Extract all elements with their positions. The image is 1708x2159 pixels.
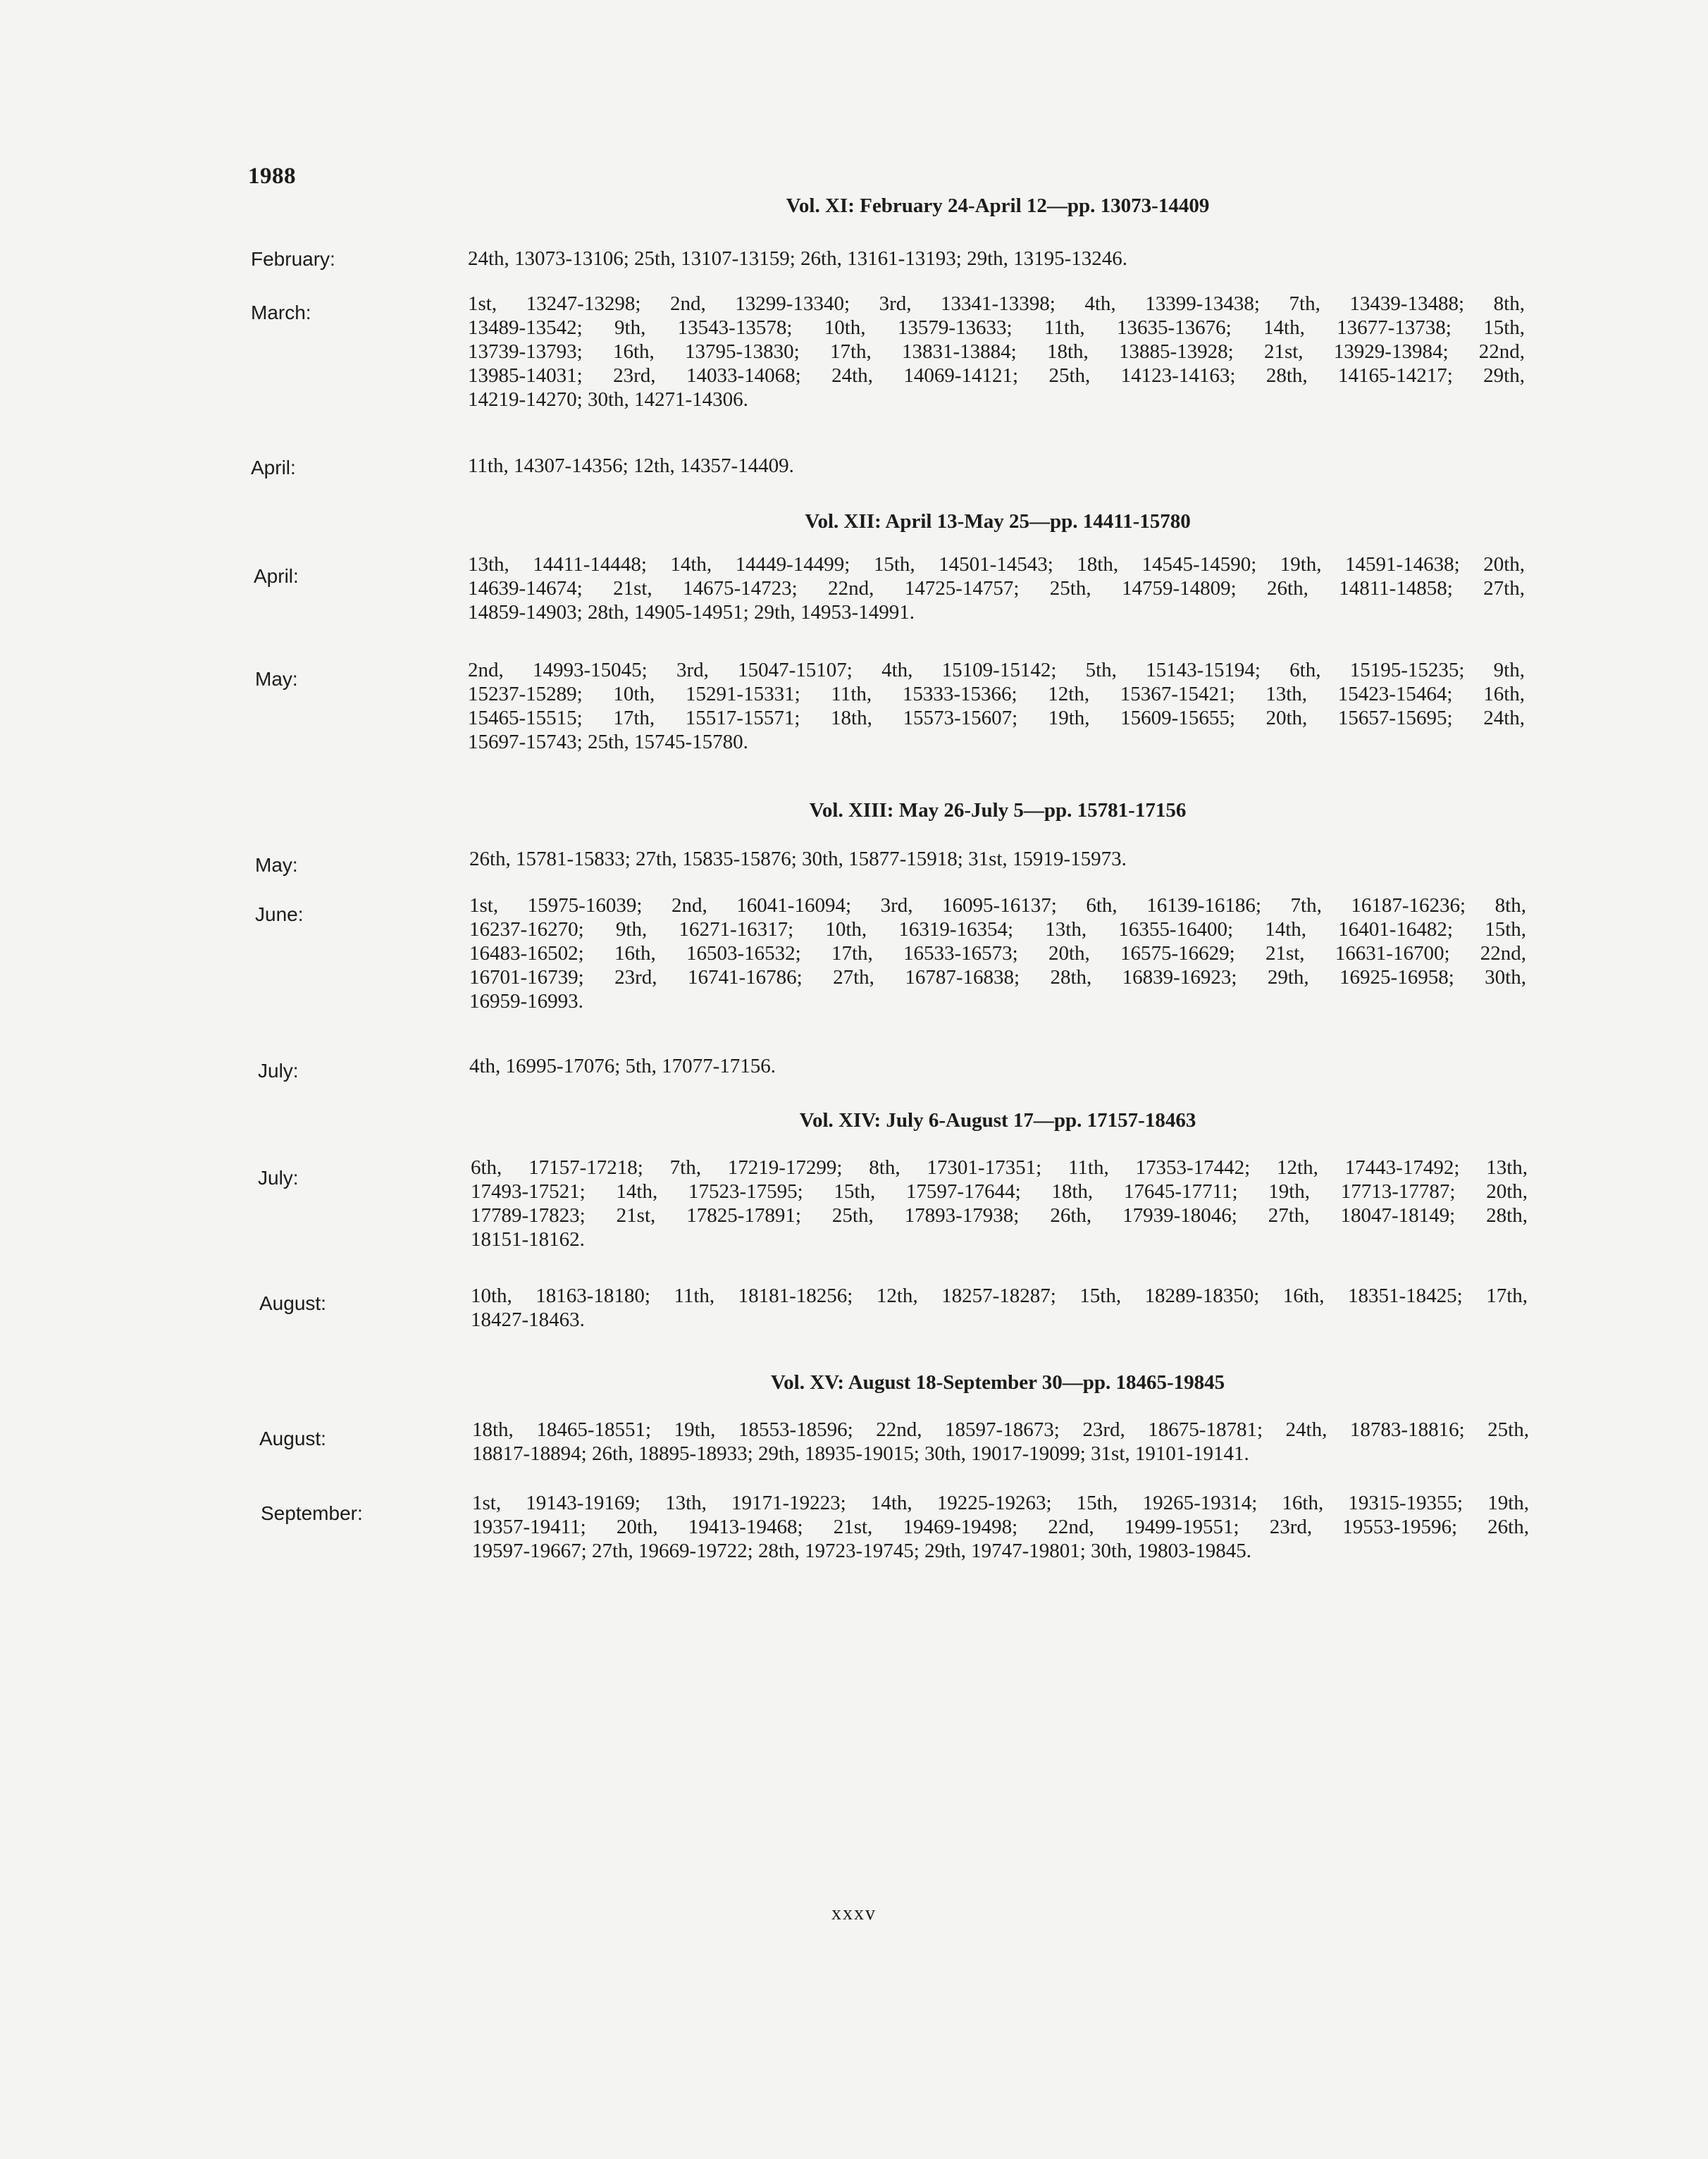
entry-line: 1st, 13247-13298; 2nd, 13299-13340; 3rd, 13341-13398; 4th, 13399-13438; 7th, 13439-13488; 8th,	[468, 292, 1525, 315]
entry-line: 4th, 16995-17076; 5th, 17077-17156.	[469, 1055, 776, 1077]
volume-heading-xiii: Vol. XIII: May 26-July 5—pp. 15781-17156	[809, 799, 1187, 822]
entry-line: 15465-15515; 17th, 15517-15571; 18th, 15573-15607; 19th, 15609-15655; 20th, 15657-15695; 24th,	[468, 707, 1525, 729]
entry-line: 14639-14674; 21st, 14675-14723; 22nd, 14725-14757; 25th, 14759-14809; 26th, 14811-14858; 27th,	[468, 577, 1525, 600]
volume-heading-xi: Vol. XI: February 24-April 12—pp. 13073-14409	[786, 194, 1210, 217]
month-entries-july	[471, 1156, 1528, 1251]
entry-line: 13739-13793; 16th, 13795-13830; 17th, 13831-13884; 18th, 13885-13928; 21st, 13929-13984; 22nd,	[468, 340, 1525, 363]
entry-line: 10th, 18163-18180; 11th, 18181-18256; 12th, 18257-18287; 15th, 18289-18350; 16th, 18351-18425; 17th,	[471, 1285, 1528, 1307]
volume-heading-xv: Vol. XV: August 18-September 30—pp. 18465-19845	[770, 1371, 1225, 1394]
month-entries-february	[468, 247, 1525, 271]
year-heading: 1988	[248, 163, 296, 189]
entry-line: 1st, 19143-19169; 13th, 19171-19223; 14th, 19225-19263; 15th, 19265-19314; 16th, 19315-19355; 19th,	[472, 1492, 1529, 1514]
entry-line: 17493-17521; 14th, 17523-17595; 15th, 17597-17644; 18th, 17645-17711; 19th, 17713-17787; 20th,	[471, 1180, 1528, 1203]
page-number: xxxv	[831, 1903, 877, 1924]
entry-line: 14219-14270; 30th, 14271-14306.	[468, 388, 748, 411]
month-entries-august	[472, 1418, 1529, 1466]
month-entries-september	[472, 1491, 1529, 1563]
month-label-june: June:	[255, 903, 304, 925]
entry-line: 17789-17823; 21st, 17825-17891; 25th, 17893-17938; 26th, 17939-18046; 27th, 18047-18149; 28th,	[471, 1204, 1528, 1227]
month-entries-may	[469, 847, 1526, 871]
entry-line: 13th, 14411-14448; 14th, 14449-14499; 15th, 14501-14543; 18th, 14545-14590; 19th, 14591-14638; 20th,	[468, 553, 1525, 576]
month-entries-may	[468, 658, 1525, 754]
month-label-february: February:	[251, 248, 335, 270]
entry-line: 18th, 18465-18551; 19th, 18553-18596; 22nd, 18597-18673; 23rd, 18675-18781; 24th, 18783-18816; 25th,	[472, 1418, 1529, 1441]
entry-line: 19357-19411; 20th, 19413-19468; 21st, 19469-19498; 22nd, 19499-19551; 23rd, 19553-19596; 26th,	[472, 1516, 1529, 1538]
entry-line: 13985-14031; 23rd, 14033-14068; 24th, 14069-14121; 25th, 14123-14163; 28th, 14165-14217; 29th,	[468, 364, 1525, 387]
entry-line: 26th, 15781-15833; 27th, 15835-15876; 30th, 15877-15918; 31st, 15919-15973.	[469, 848, 1127, 870]
month-label-may: May:	[255, 854, 298, 876]
entry-line: 18151-18162.	[471, 1228, 585, 1251]
month-label-april: April:	[254, 565, 299, 587]
month-label-august: August:	[259, 1292, 326, 1314]
entry-line: 16701-16739; 23rd, 16741-16786; 27th, 16787-16838; 28th, 16839-16923; 29th, 16925-16958; 30th,	[469, 966, 1526, 989]
entry-line: 15237-15289; 10th, 15291-15331; 11th, 15333-15366; 12th, 15367-15421; 13th, 15423-15464; 16th,	[468, 683, 1525, 705]
entry-line: 13489-13542; 9th, 13543-13578; 10th, 13579-13633; 11th, 13635-13676; 14th, 13677-13738; 15th,	[468, 316, 1525, 339]
month-entries-june	[469, 893, 1526, 1013]
entry-line: 24th, 13073-13106; 25th, 13107-13159; 26th, 13161-13193; 29th, 13195-13246.	[468, 247, 1128, 270]
month-label-april: April:	[251, 457, 296, 478]
month-entries-august	[471, 1284, 1528, 1332]
month-label-may: May:	[255, 668, 298, 690]
entry-line: 16959-16993.	[469, 990, 583, 1013]
entry-line: 19597-19667; 27th, 19669-19722; 28th, 19723-19745; 29th, 19747-19801; 30th, 19803-19845.	[472, 1540, 1251, 1562]
month-label-july: July:	[258, 1060, 299, 1082]
entry-line: 18427-18463.	[471, 1309, 585, 1331]
month-entries-march	[468, 292, 1525, 412]
month-label-march: March:	[251, 302, 311, 323]
entry-line: 16237-16270; 9th, 16271-16317; 10th, 16319-16354; 13th, 16355-16400; 14th, 16401-16482; 15th,	[469, 918, 1526, 941]
entry-line: 11th, 14307-14356; 12th, 14357-14409.	[468, 454, 794, 477]
month-entries-april	[468, 552, 1525, 624]
entry-line: 1st, 15975-16039; 2nd, 16041-16094; 3rd, 16095-16137; 6th, 16139-16186; 7th, 16187-16236; 8th,	[469, 894, 1526, 917]
entry-line: 2nd, 14993-15045; 3rd, 15047-15107; 4th, 15109-15142; 5th, 15143-15194; 6th, 15195-15235; 9th,	[468, 659, 1525, 681]
volume-heading-xiv: Vol. XIV: July 6-August 17—pp. 17157-18463	[799, 1109, 1196, 1132]
month-label-july: July:	[258, 1167, 299, 1189]
entry-line: 14859-14903; 28th, 14905-14951; 29th, 14953-14991.	[468, 601, 915, 624]
entry-line: 16483-16502; 16th, 16503-16532; 17th, 16533-16573; 20th, 16575-16629; 21st, 16631-16700; 22nd,	[469, 942, 1526, 965]
volume-heading-xii: Vol. XII: April 13-May 25—pp. 14411-15780	[805, 510, 1191, 533]
entry-line: 6th, 17157-17218; 7th, 17219-17299; 8th, 17301-17351; 11th, 17353-17442; 12th, 17443-17492; 13th,	[471, 1156, 1528, 1179]
entry-line: 18817-18894; 26th, 18895-18933; 29th, 18935-19015; 30th, 19017-19099; 31st, 19101-19141.	[472, 1442, 1249, 1465]
month-entries-july	[469, 1054, 1526, 1078]
month-label-august: August:	[259, 1428, 326, 1449]
month-label-september: September:	[261, 1502, 363, 1524]
entry-line: 15697-15743; 25th, 15745-15780.	[468, 731, 748, 753]
month-entries-april	[468, 454, 1525, 478]
